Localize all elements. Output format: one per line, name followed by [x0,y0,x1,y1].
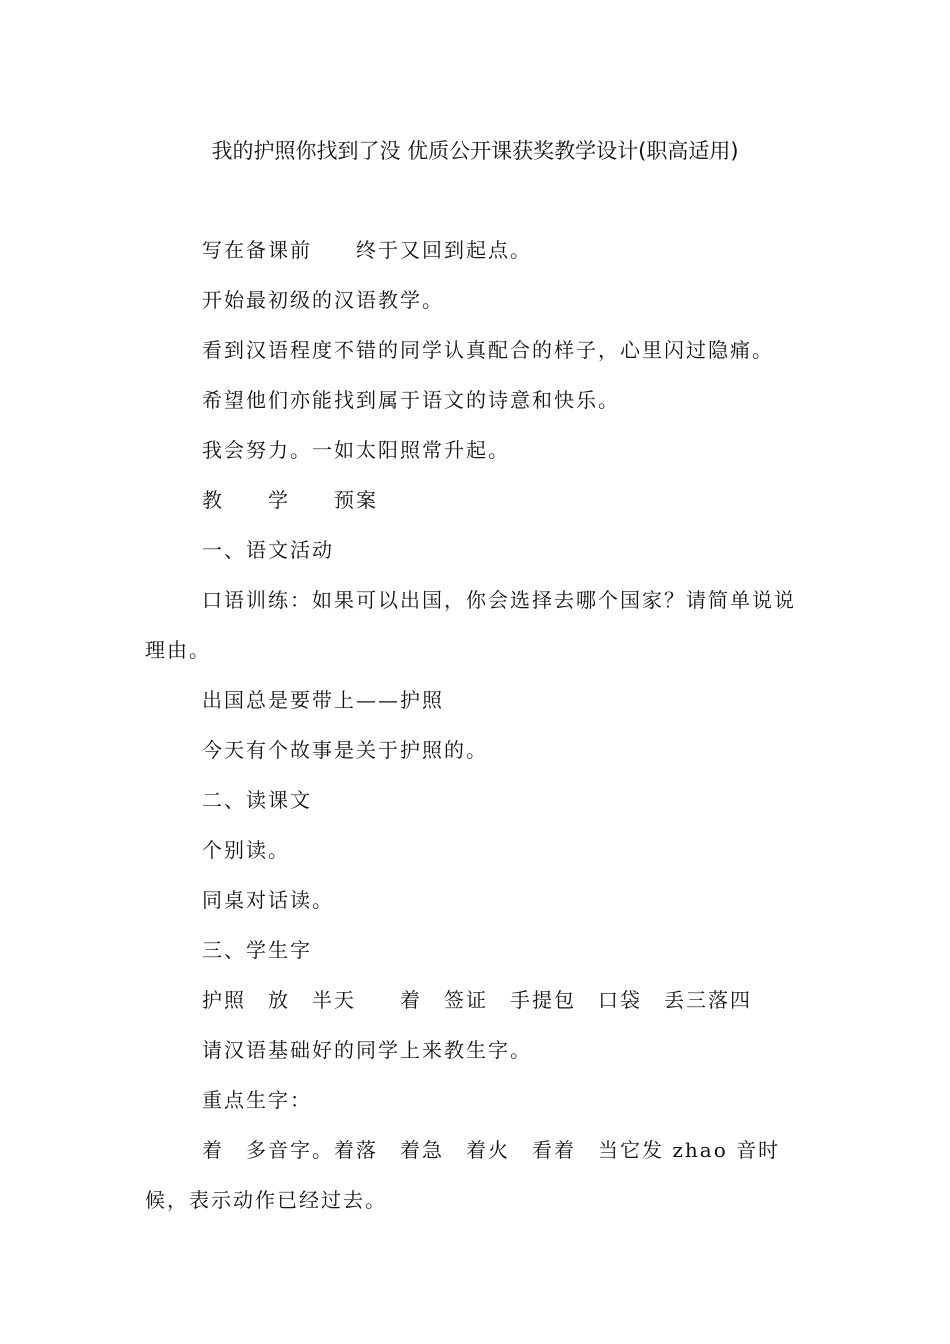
section-heading-plan: 教 学 预案 [202,488,378,512]
paragraph-oral-training: 口语训练：如果可以出国，你会选择去哪个国家？请简单说说理由。 [145,588,796,662]
paragraph: 看到汉语程度不错的同学认真配合的样子，心里闪过隐痛。 [202,338,774,362]
paragraph: 我会努力。一如太阳照常升起。 [202,438,510,462]
section-heading: 一、语文活动 [202,538,334,562]
paragraph-key-characters: 重点生字： [202,1088,312,1112]
section-heading: 二、读课文 [202,788,312,812]
paragraph: 请汉语基础好的同学上来教生字。 [202,1038,532,1062]
paragraph: 开始最初级的汉语教学。 [202,288,444,312]
vocabulary-list: 护照 放 半天 着 签证 手提包 口袋 丢三落四 [202,988,752,1012]
paragraph: 出国总是要带上——护照 [202,688,444,712]
paragraph: 今天有个故事是关于护照的。 [202,738,488,762]
paragraph-intro: 写在备课前 终于又回到起点。 [202,238,532,262]
paragraph: 同桌对话读。 [202,888,334,912]
paragraph-polyphone: 着 多音字。着落 着急 着火 看着 当它发 zhao 音时候，表示动作已经过去。 [145,1138,781,1212]
section-heading: 三、学生字 [202,938,312,962]
paragraph: 个别读。 [202,838,290,862]
paragraph: 希望他们亦能找到属于语文的诗意和快乐。 [202,388,620,412]
document-title: 我的护照你找到了没 优质公开课获奖教学设计(职高适用) [211,139,739,163]
